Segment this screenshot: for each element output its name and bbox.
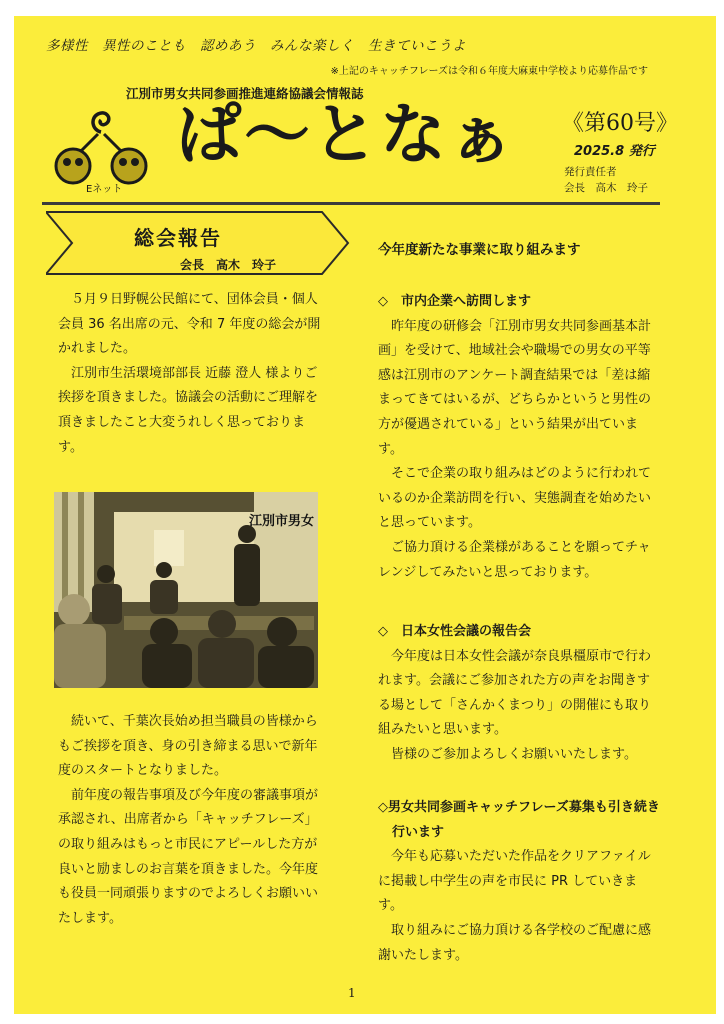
photo-banner-text: 江別市男女 [248, 514, 314, 529]
paragraph: ５月９日野幌公民館にて、団体会員・個人会員 36 名出席の元、令和 7 年度の総会が開かれました。 [58, 292, 321, 357]
report-author: 会長 高木 玲子 [180, 258, 277, 272]
issue-number: 《第60号》 [562, 111, 678, 136]
section-catchphrase [378, 796, 662, 968]
paragraph: 前年度の報告事項及び今年度の審議事項が承認され、出席者から「キャッチフレーズ」の取り組みはもっと市民にアピールした方が良いと励ましのお言葉を頂きました。今年度も役員一同頑張りますのでよろしくお願いいたします。 [58, 787, 319, 926]
paragraph: 取り組みにご協力頂ける各学校のご配慮に感謝いたします。 [378, 922, 652, 963]
report-text-bottom [58, 710, 328, 931]
paragraph: 続いて、千葉次長始め担当職員の皆様からもご挨拶を頂き、身の引き締まる思いで新年度のスタートとなりました。 [58, 714, 318, 779]
newsletter-title: ぱ～となぁ [176, 96, 516, 173]
section-title: ◇ 市内企業へ訪問します [378, 294, 531, 309]
paragraph: 今年度は日本女性会議が奈良県橿原市で行われます。会議にご参加された方の声をお聞きする場として「さんかくまつり」の開催にも取り組みたいと思います。 [378, 648, 652, 738]
section-company-visits [378, 290, 662, 585]
paragraph: 昨年度の研修会「江別市男女共同参画基本計画」を受けて、地域社会や職場での男女の平等感は江別市のアンケート調査結果では「差は縮まってきてはいるが、どちらかというと男性の方が優遇されている」という結果が出ています。 [378, 318, 652, 457]
section-title: ◇ 日本女性会議の報告会 [378, 624, 531, 639]
header-divider [42, 202, 660, 205]
catchphrase-note: ※上記のキャッチフレーズは令和６年度大麻東中学校より応募作品です [330, 66, 648, 77]
newsletter-page [14, 16, 716, 1014]
paragraph: ご協力頂ける企業様があることを願ってチャレンジしてみたいと思っております。 [378, 539, 651, 580]
paragraph: 江別市生活環境部部長 近藤 澄人 様よりご挨拶を頂きました。協議会の活動にご理解を頂きましたこと大変うれしく思っております。 [58, 365, 319, 455]
projects-heading: 今年度新たな事業に取り組みます [378, 242, 581, 258]
issue-date: 2025.8 発行 [574, 144, 655, 159]
page-number: 1 [348, 986, 356, 1000]
section-title: ◇男女共同参画キャッチフレーズ募集も引き続き行います [378, 800, 660, 840]
report-text-top [58, 288, 328, 460]
publisher-name: 会長 高木 玲子 [564, 182, 648, 194]
section-womens-conference [378, 620, 662, 768]
organization-name: 江別市男女共同参画推進連絡協議会情報誌 [126, 86, 364, 101]
paragraph: 今年も応募いただいた作品をクリアファイルに掲載し中学生の声を市民に PR していきます。 [378, 849, 651, 914]
logo-label: Eネット [86, 184, 123, 195]
enet-logo-icon [46, 94, 156, 194]
report-heading: 総会報告 [134, 226, 222, 250]
paragraph: そこで企業の取り組みはどのように行われているのか企業訪問を行い、実態調査を始めたいと思っています。 [378, 466, 652, 531]
meeting-photo [54, 492, 318, 688]
paragraph: 皆様のご参加よろしくお願いいたします。 [391, 746, 637, 762]
publisher-label: 発行責任者 [564, 166, 617, 178]
catchphrase-motto: 多様性 異性のことも 認めあう みんな楽しく 生きていこうよ [46, 38, 466, 54]
projects-heading-block [378, 238, 662, 263]
